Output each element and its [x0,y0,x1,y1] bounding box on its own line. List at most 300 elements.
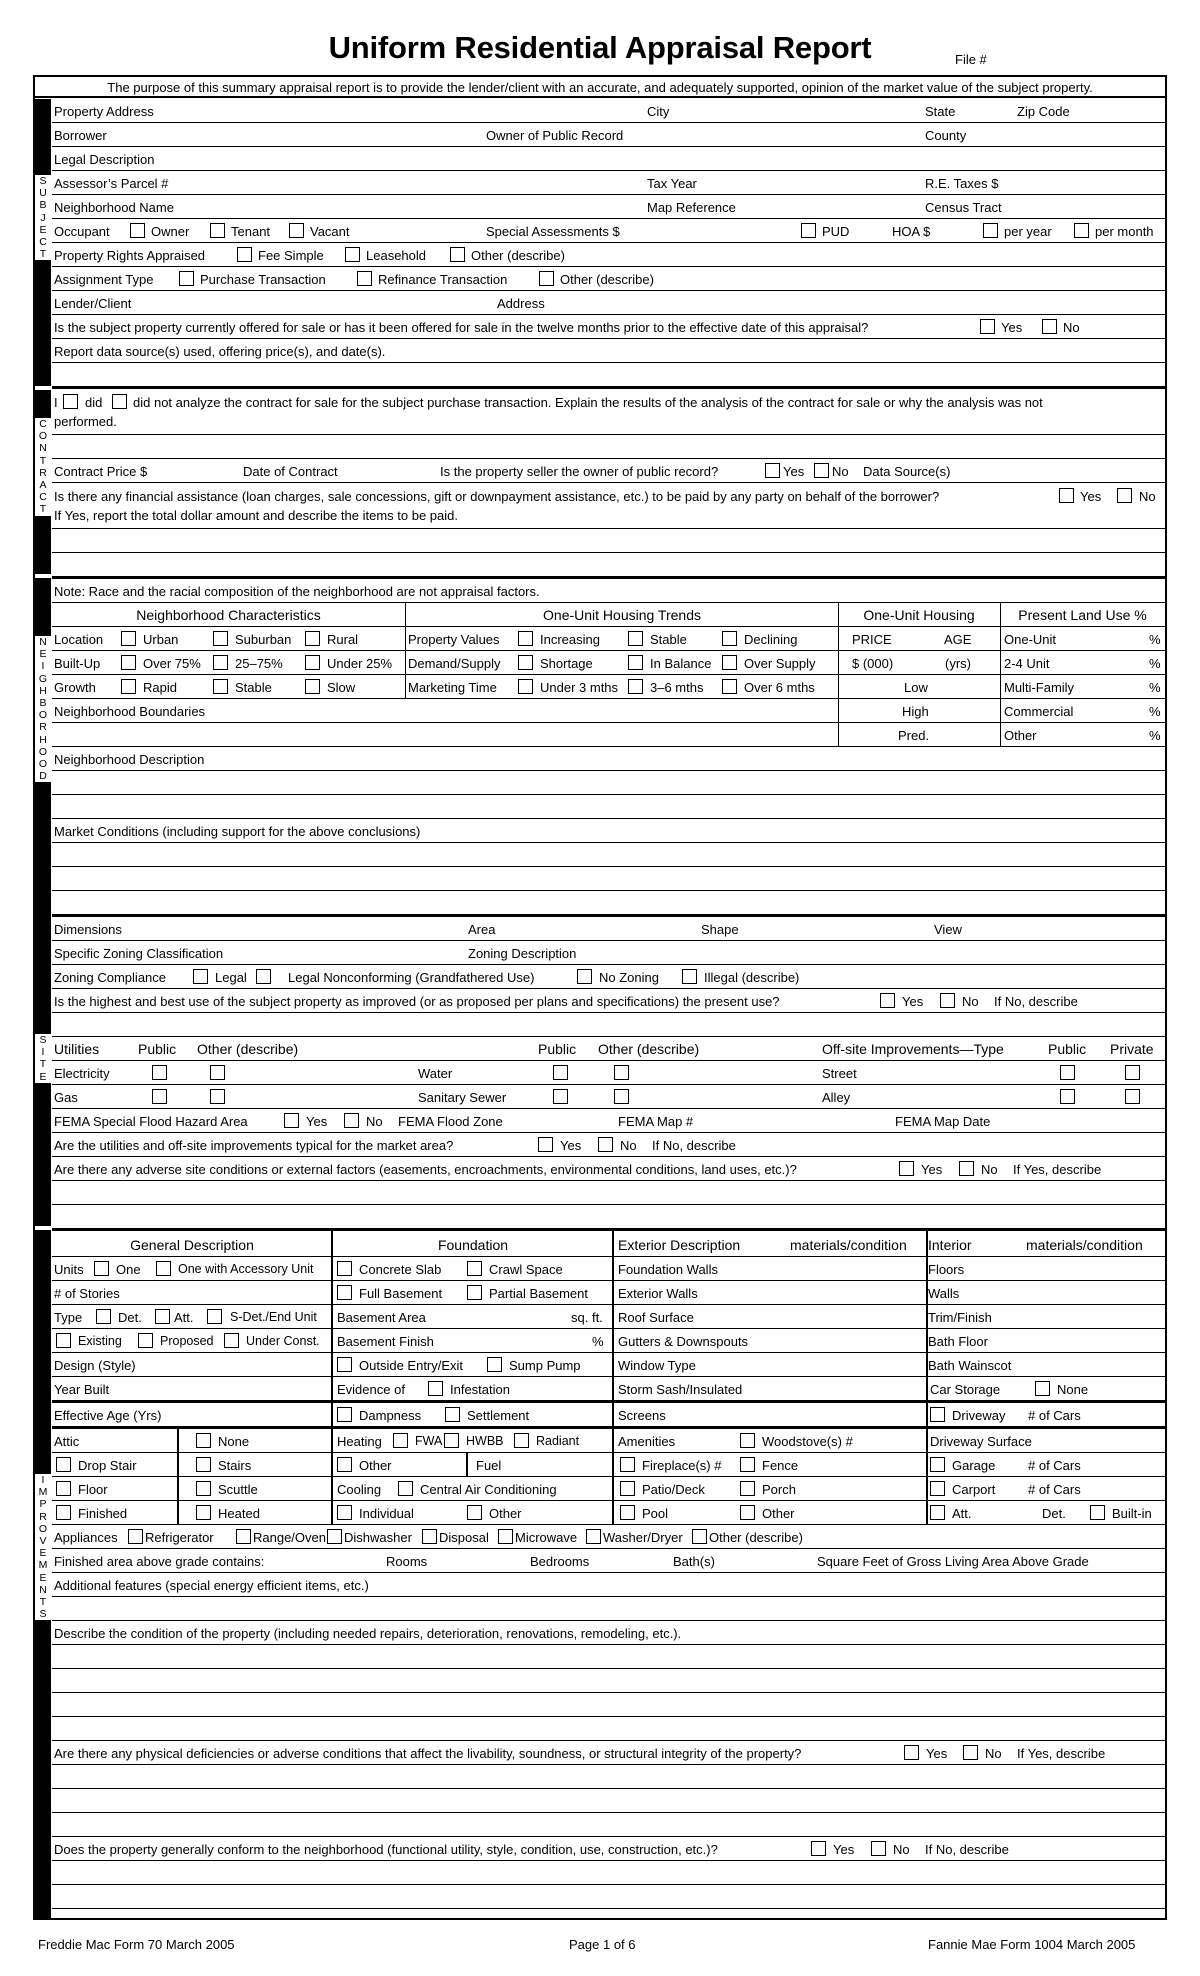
checkbox-amenity-other[interactable] [740,1505,755,1520]
form-title: Uniform Residential Appraisal Report [328,30,872,65]
checkbox-individual[interactable] [337,1505,352,1520]
label-no: No [962,994,979,1009]
label-gutters: Gutters & Downspouts [618,1334,749,1349]
checkbox-conform-no[interactable] [871,1841,886,1856]
checkbox-disposal[interactable] [422,1529,437,1544]
checkbox-radiant[interactable] [514,1433,529,1448]
label-leasehold: Leasehold [366,248,426,263]
row-blank[interactable] [52,1205,1165,1231]
label-assignment-other: Other (describe) [560,272,654,287]
checkbox-rural[interactable] [305,631,320,646]
label-over-75: Over 75% [143,656,201,671]
label-refrigerator: Refrigerator [145,1530,214,1545]
label-marketing-time: Marketing Time [408,680,497,695]
checkbox-sump-pump[interactable] [487,1357,502,1372]
label-porch: Porch [762,1482,796,1497]
checkbox-gas-public[interactable] [152,1089,167,1104]
checkbox-att[interactable] [155,1309,170,1324]
section-label-site: S I T E [35,1034,51,1083]
row-finished-area [52,1549,1165,1573]
checkbox-crawl-space[interactable] [467,1261,482,1276]
row-market-conditions[interactable] [52,819,1165,843]
row-offered-for-sale [52,315,1165,339]
row-blank[interactable] [52,1885,1165,1909]
row-electricity [52,1061,1165,1085]
checkbox-under-25[interactable] [305,655,320,670]
checkbox-per-year[interactable] [983,223,998,238]
impr-divider [612,1231,614,1525]
label-proposed: Proposed [160,1334,214,1348]
label-price: PRICE [852,632,892,647]
checkbox-fence[interactable] [740,1457,755,1472]
checkbox-sdet[interactable] [207,1309,222,1324]
label-pred: Pred. [898,728,930,743]
label-basement-finish: Basement Finish [337,1334,434,1349]
label-contract-date: Date of Contract [243,464,338,479]
row-blank[interactable] [52,1861,1165,1885]
label-under-3: Under 3 mths [540,680,619,695]
checkbox-microwave[interactable] [498,1529,513,1544]
checkbox-slow[interactable] [305,679,320,694]
checkbox-heated[interactable] [196,1505,211,1520]
checkbox-scuttle[interactable] [196,1481,211,1496]
label-cars: # of Cars [1028,1408,1081,1423]
row-typical-utilities [52,1133,1165,1157]
nbhd-divider [1000,603,1001,747]
label-slow: Slow [327,680,356,695]
checkbox-fema-no[interactable] [344,1113,359,1128]
label-sqft: sq. ft. [571,1310,603,1325]
checkbox-pool[interactable] [620,1505,635,1520]
checkbox-outside-entry[interactable] [337,1357,352,1372]
row-blank[interactable] [52,529,1165,553]
checkbox-stairs[interactable] [196,1457,211,1472]
label-vacant: Vacant [310,224,350,239]
checkbox-typical-yes[interactable] [538,1137,553,1152]
row-blank[interactable] [52,1813,1165,1837]
label-yes: Yes [921,1162,943,1177]
checkbox-proposed[interactable] [138,1333,153,1348]
label-att: Att. [952,1506,972,1521]
row-report-source[interactable] [52,339,1165,363]
checkbox-alley-public[interactable] [1060,1089,1075,1104]
section-divider-tick [35,386,51,390]
label-age: AGE [944,632,972,647]
label-pct: % [1149,680,1161,695]
checkbox-leasehold[interactable] [345,247,360,262]
label-bath-wainscot: Bath Wainscot [928,1358,1012,1373]
checkbox-conform-yes[interactable] [811,1841,826,1856]
row-location [52,627,1165,651]
label-special-assessments: Special Assessments $ [486,224,620,239]
checkbox-did-not[interactable] [112,394,127,409]
checkbox-over-75[interactable] [121,655,136,670]
label-no: No [1063,320,1080,335]
label-stable-values: Stable [650,632,687,647]
label-fema-area: FEMA Special Flood Hazard Area [54,1114,248,1129]
label-other-use: Other [1004,728,1037,743]
checkbox-porch[interactable] [740,1481,755,1496]
label-builtin: Built-in [1112,1506,1152,1521]
label-pct: % [1149,656,1161,671]
checkbox-hwbb[interactable] [444,1433,459,1448]
label-conform-question: Does the property generally conform to the neighborhood (functional utility, style, condition, use, construction, etc.)? [54,1842,718,1857]
label-fema-date: FEMA Map Date [895,1114,991,1129]
section-divider-tick [35,574,51,578]
checkbox-purchase[interactable] [179,271,194,286]
label-basement-area: Basement Area [337,1310,426,1325]
row-blank[interactable] [52,771,1165,795]
checkbox-assist-no[interactable] [1117,488,1132,503]
row-lender[interactable] [52,291,1165,315]
impr-divider [331,1231,333,1525]
checkbox-central-air[interactable] [398,1481,413,1496]
label-tenant: Tenant [231,224,271,239]
checkbox-drop-stair[interactable] [56,1457,71,1472]
row-nbhd-headers [52,603,1165,627]
row-legal-description[interactable] [52,147,1165,171]
checkbox-car-none[interactable] [1035,1381,1050,1396]
label-yes: Yes [902,994,924,1009]
row-floor [52,1477,1165,1501]
row-fema [52,1109,1165,1133]
checkbox-patio[interactable] [620,1481,635,1496]
header-interior-materials: materials/condition [1026,1237,1143,1253]
label-growth: Growth [54,680,96,695]
row-blank[interactable] [52,553,1165,579]
checkbox-settlement[interactable] [445,1407,460,1422]
checkbox-heating-other[interactable] [337,1457,352,1472]
label-lender-address: Address [497,296,545,311]
label-refinance: Refinance Transaction [378,272,508,287]
label-assistance-question: Is there any financial assistance (loan charges, sale concessions, gift or downpayment assistance, etc.) to be paid by any party on behalf of the borrower? [54,489,940,504]
row-parcel[interactable] [52,171,1165,195]
checkbox-woodstove[interactable] [740,1433,755,1448]
nbhd-divider [838,603,839,747]
checkbox-3-6[interactable] [628,679,643,694]
checkbox-typical-no[interactable] [598,1137,613,1152]
label-no: No [981,1162,998,1177]
label-bedrooms: Bedrooms [530,1554,590,1569]
label-county: County [925,128,967,143]
label-over-6: Over 6 mths [744,680,815,695]
label-outside-entry: Outside Entry/Exit [359,1358,464,1373]
row-additional[interactable] [52,1573,1165,1597]
row-blank[interactable] [52,1645,1165,1669]
label-city: City [647,104,670,119]
checkbox-legal[interactable] [193,969,208,984]
row-blank[interactable] [52,1717,1165,1741]
checkbox-attic-none[interactable] [196,1433,211,1448]
label-additional: Additional features (special energy efficient items, etc.) [54,1578,369,1593]
label-shortage: Shortage [540,656,593,671]
row-blank[interactable] [52,867,1165,891]
checkbox-existing[interactable] [56,1333,71,1348]
checkbox-over-supply[interactable] [722,655,737,670]
label-occupant: Occupant [54,224,110,239]
checkbox-increasing[interactable] [518,631,533,646]
label-exterior-walls: Exterior Walls [618,1286,698,1301]
checkbox-declining[interactable] [722,631,737,646]
checkbox-fwa[interactable] [393,1433,408,1448]
label-amenities: Amenities [618,1434,676,1449]
row-deficiency [52,1741,1165,1765]
checkbox-adverse-yes[interactable] [899,1161,914,1176]
label-no: No [832,464,849,479]
checkbox-cooling-other[interactable] [467,1505,482,1520]
checkbox-over-6[interactable] [722,679,737,694]
checkbox-offered-yes[interactable] [980,319,995,334]
checkbox-hbu-no[interactable] [940,993,955,1008]
label-gas: Gas [54,1090,78,1105]
label-washer: Washer/Dryer [603,1530,683,1545]
checkbox-det[interactable] [96,1309,111,1324]
checkbox-rapid[interactable] [121,679,136,694]
label-one-unit: One-Unit [1004,632,1057,647]
checkbox-fema-yes[interactable] [284,1113,299,1128]
checkbox-one-accessory[interactable] [156,1261,171,1276]
label-low: Low [904,680,928,695]
label-property-rights: Property Rights Appraised [54,248,206,263]
row-zoning[interactable] [52,941,1165,965]
checkbox-builtin[interactable] [1090,1505,1105,1520]
header-housing-trends: One-Unit Housing Trends [543,607,701,623]
label-utilities: Utilities [54,1041,100,1057]
label-roof-surface: Roof Surface [618,1310,694,1325]
label-no: No [620,1138,637,1153]
label-no: No [985,1746,1002,1761]
checkbox-full-basement[interactable] [337,1285,352,1300]
label-driveway-surface: Driveway Surface [930,1434,1032,1449]
checkbox-fee-simple[interactable] [237,247,252,262]
checkbox-rights-other[interactable] [450,247,465,262]
checkbox-att[interactable] [930,1505,945,1520]
checkbox-stable-values[interactable] [628,631,643,646]
checkbox-street-private[interactable] [1125,1065,1140,1080]
checkbox-fireplace[interactable] [620,1457,635,1472]
row-blank[interactable] [52,1693,1165,1717]
label-heating: Heating [337,1434,382,1449]
checkbox-under-const[interactable] [224,1333,239,1348]
checkbox-floor[interactable] [56,1481,71,1496]
checkbox-dampness[interactable] [337,1407,352,1422]
label-pct: % [1149,704,1161,719]
checkbox-seller-yes[interactable] [765,463,780,478]
label-shape: Shape [701,922,739,937]
row-blank[interactable] [52,435,1165,459]
label-partial-basement: Partial Basement [489,1286,588,1301]
label-public: Public [138,1041,177,1057]
checkbox-water-public[interactable] [553,1065,568,1080]
label-year-built: Year Built [54,1382,110,1397]
checkbox-alley-private[interactable] [1125,1089,1140,1104]
checkbox-dishwasher[interactable] [327,1529,342,1544]
label-if-no-describe: If No, describe [652,1138,736,1153]
checkbox-refinance[interactable] [357,271,372,286]
checkbox-hbu-yes[interactable] [880,993,895,1008]
row-zoning-compliance [52,965,1165,989]
checkbox-deficiency-yes[interactable] [904,1745,919,1760]
label-individual: Individual [359,1506,414,1521]
row-blank[interactable] [52,843,1165,867]
label-gla: Square Feet of Gross Living Area Above Grade [817,1554,1089,1569]
checkbox-nonconforming[interactable] [256,969,271,984]
label-attic-none: None [218,1434,250,1449]
label-tax-year: Tax Year [647,176,697,191]
row-design [52,1353,1165,1377]
row-built-up [52,651,1165,675]
checkbox-did[interactable] [63,394,78,409]
checkbox-partial-basement[interactable] [467,1285,482,1300]
label-census-tract: Census Tract [925,200,1002,215]
checkbox-suburban[interactable] [213,631,228,646]
label-yes: Yes [783,464,805,479]
row-finished [52,1501,1165,1525]
checkbox-stable-growth[interactable] [213,679,228,694]
footer-fannie-mae: Fannie Mae Form 1004 March 2005 [928,1937,1136,1952]
checkbox-water-other[interactable] [614,1065,629,1080]
row-blank[interactable] [52,1669,1165,1693]
row-blank[interactable] [52,1181,1165,1205]
checkbox-one[interactable] [94,1261,109,1276]
checkbox-infestation[interactable] [428,1381,443,1396]
label-window-type: Window Type [618,1358,696,1373]
label-patio: Patio/Deck [642,1482,705,1497]
row-borrower[interactable] [52,123,1165,147]
label-dampness: Dampness [359,1408,422,1423]
checkbox-offered-no[interactable] [1042,319,1057,334]
label-driveway: Driveway [952,1408,1006,1423]
row-financial-assistance [52,483,1165,529]
row-property-address[interactable] [52,99,1165,123]
label-full-basement: Full Basement [359,1286,443,1301]
header-exterior-materials: materials/condition [790,1237,907,1253]
row-neighborhood-name[interactable] [52,195,1165,219]
label-yes: Yes [1001,320,1023,335]
label-bath-floor: Bath Floor [928,1334,988,1349]
row-blank[interactable] [52,1789,1165,1813]
row-blank[interactable] [52,1597,1165,1621]
row-year-built [52,1377,1165,1403]
row-boundaries[interactable] [52,699,1165,723]
label-zip: Zip Code [1017,104,1070,119]
checkbox-under-3[interactable] [518,679,533,694]
checkbox-illegal[interactable] [682,969,697,984]
impr-divider [926,1231,928,1525]
label-other-describe: Other (describe) [598,1041,700,1057]
label-contract-price: Contract Price $ [54,464,148,479]
label-state: State [925,104,956,119]
checkbox-per-month[interactable] [1074,223,1089,238]
checkbox-finished[interactable] [56,1505,71,1520]
label-fence: Fence [762,1458,799,1473]
checkbox-range[interactable] [236,1529,251,1544]
label-offsite: Off-site Improvements—Type [822,1041,1004,1057]
checkbox-assist-yes[interactable] [1059,488,1074,503]
row-blank[interactable] [52,1765,1165,1789]
checkbox-vacant[interactable] [289,223,304,238]
label-seller-question: Is the property seller the owner of public record? [440,464,719,479]
label-sdet: S-Det./End Unit [230,1310,317,1324]
checkbox-washer[interactable] [586,1529,601,1544]
checkbox-sewer-other[interactable] [614,1089,629,1104]
label-borrower: Borrower [54,128,107,143]
row-gas [52,1085,1165,1109]
checkbox-electricity-other[interactable] [210,1065,225,1080]
label-no: No [366,1114,383,1129]
checkbox-no-zoning[interactable] [577,969,592,984]
label-settlement: Settlement [467,1408,530,1423]
checkbox-urban[interactable] [121,631,136,646]
checkbox-electricity-public[interactable] [152,1065,167,1080]
checkbox-in-balance[interactable] [628,655,643,670]
row-blank[interactable] [52,363,1165,389]
checkbox-adverse-no[interactable] [959,1161,974,1176]
purpose-statement: The purpose of this summary appraisal report is to provide the lender/client with an accurate, and adequately supported, opinion of the market value of the subject property. [35,77,1165,98]
checkbox-shortage[interactable] [518,655,533,670]
checkbox-concrete-slab[interactable] [337,1261,352,1276]
checkbox-deficiency-no[interactable] [963,1745,978,1760]
checkbox-seller-no[interactable] [814,463,829,478]
label-pud: PUD [822,224,850,239]
label-evidence-of: Evidence of [337,1382,405,1397]
footer-freddie-mac: Freddie Mac Form 70 March 2005 [38,1937,235,1952]
label-if-yes-describe: If Yes, describe [1017,1746,1106,1761]
label-electricity: Electricity [54,1066,110,1081]
row-nbhd-description[interactable] [52,747,1165,771]
label-adverse-question: Are there any adverse site conditions or external factors (easements, encroachments, environmental conditions, land uses, etc.)? [54,1162,797,1177]
checkbox-assignment-other[interactable] [539,271,554,286]
checkbox-25-75[interactable] [213,655,228,670]
row-condition[interactable] [52,1621,1165,1645]
label-rooms: Rooms [386,1554,428,1569]
checkbox-street-public[interactable] [1060,1065,1075,1080]
label-hoa: HOA $ [892,224,931,239]
label-floor: Floor [78,1482,108,1497]
checkbox-owner[interactable] [130,223,145,238]
checkbox-pud[interactable] [801,223,816,238]
checkbox-sewer-public[interactable] [553,1089,568,1104]
row-blank[interactable] [52,795,1165,819]
label-sump-pump: Sump Pump [509,1358,581,1373]
label-market-conditions: Market Conditions (including support for the above conclusions) [54,824,421,839]
checkbox-garage[interactable] [930,1457,945,1472]
checkbox-driveway[interactable] [930,1407,945,1422]
label-built-up: Built-Up [54,656,101,671]
row-boundaries-2[interactable] [52,723,1165,747]
label-one-accessory: One with Accessory Unit [178,1262,314,1276]
label-nonconforming: Legal Nonconforming (Grandfathered Use) [288,970,535,985]
header-general-description: General Description [130,1237,254,1253]
label-cooling-other: Other [489,1506,522,1521]
checkbox-gas-other[interactable] [210,1089,225,1104]
label-race-note: Note: Race and the racial composition of the neighborhood are not appraisal factors. [54,584,540,599]
section-label-subject: S U B J E C T [35,175,51,260]
label-demand-supply: Demand/Supply [408,656,501,671]
label-map-reference: Map Reference [647,200,736,215]
row-blank[interactable] [52,1013,1165,1037]
row-dimensions[interactable] [52,917,1165,941]
label-none: None [1057,1382,1089,1397]
checkbox-tenant[interactable] [210,223,225,238]
row-blank[interactable] [52,891,1165,917]
checkbox-carport[interactable] [930,1481,945,1496]
label-suburban: Suburban [235,632,292,647]
checkbox-refrigerator[interactable] [128,1529,143,1544]
label-disposal: Disposal [439,1530,489,1545]
impr-divider [466,1453,468,1477]
checkbox-appliance-other[interactable] [692,1529,707,1544]
